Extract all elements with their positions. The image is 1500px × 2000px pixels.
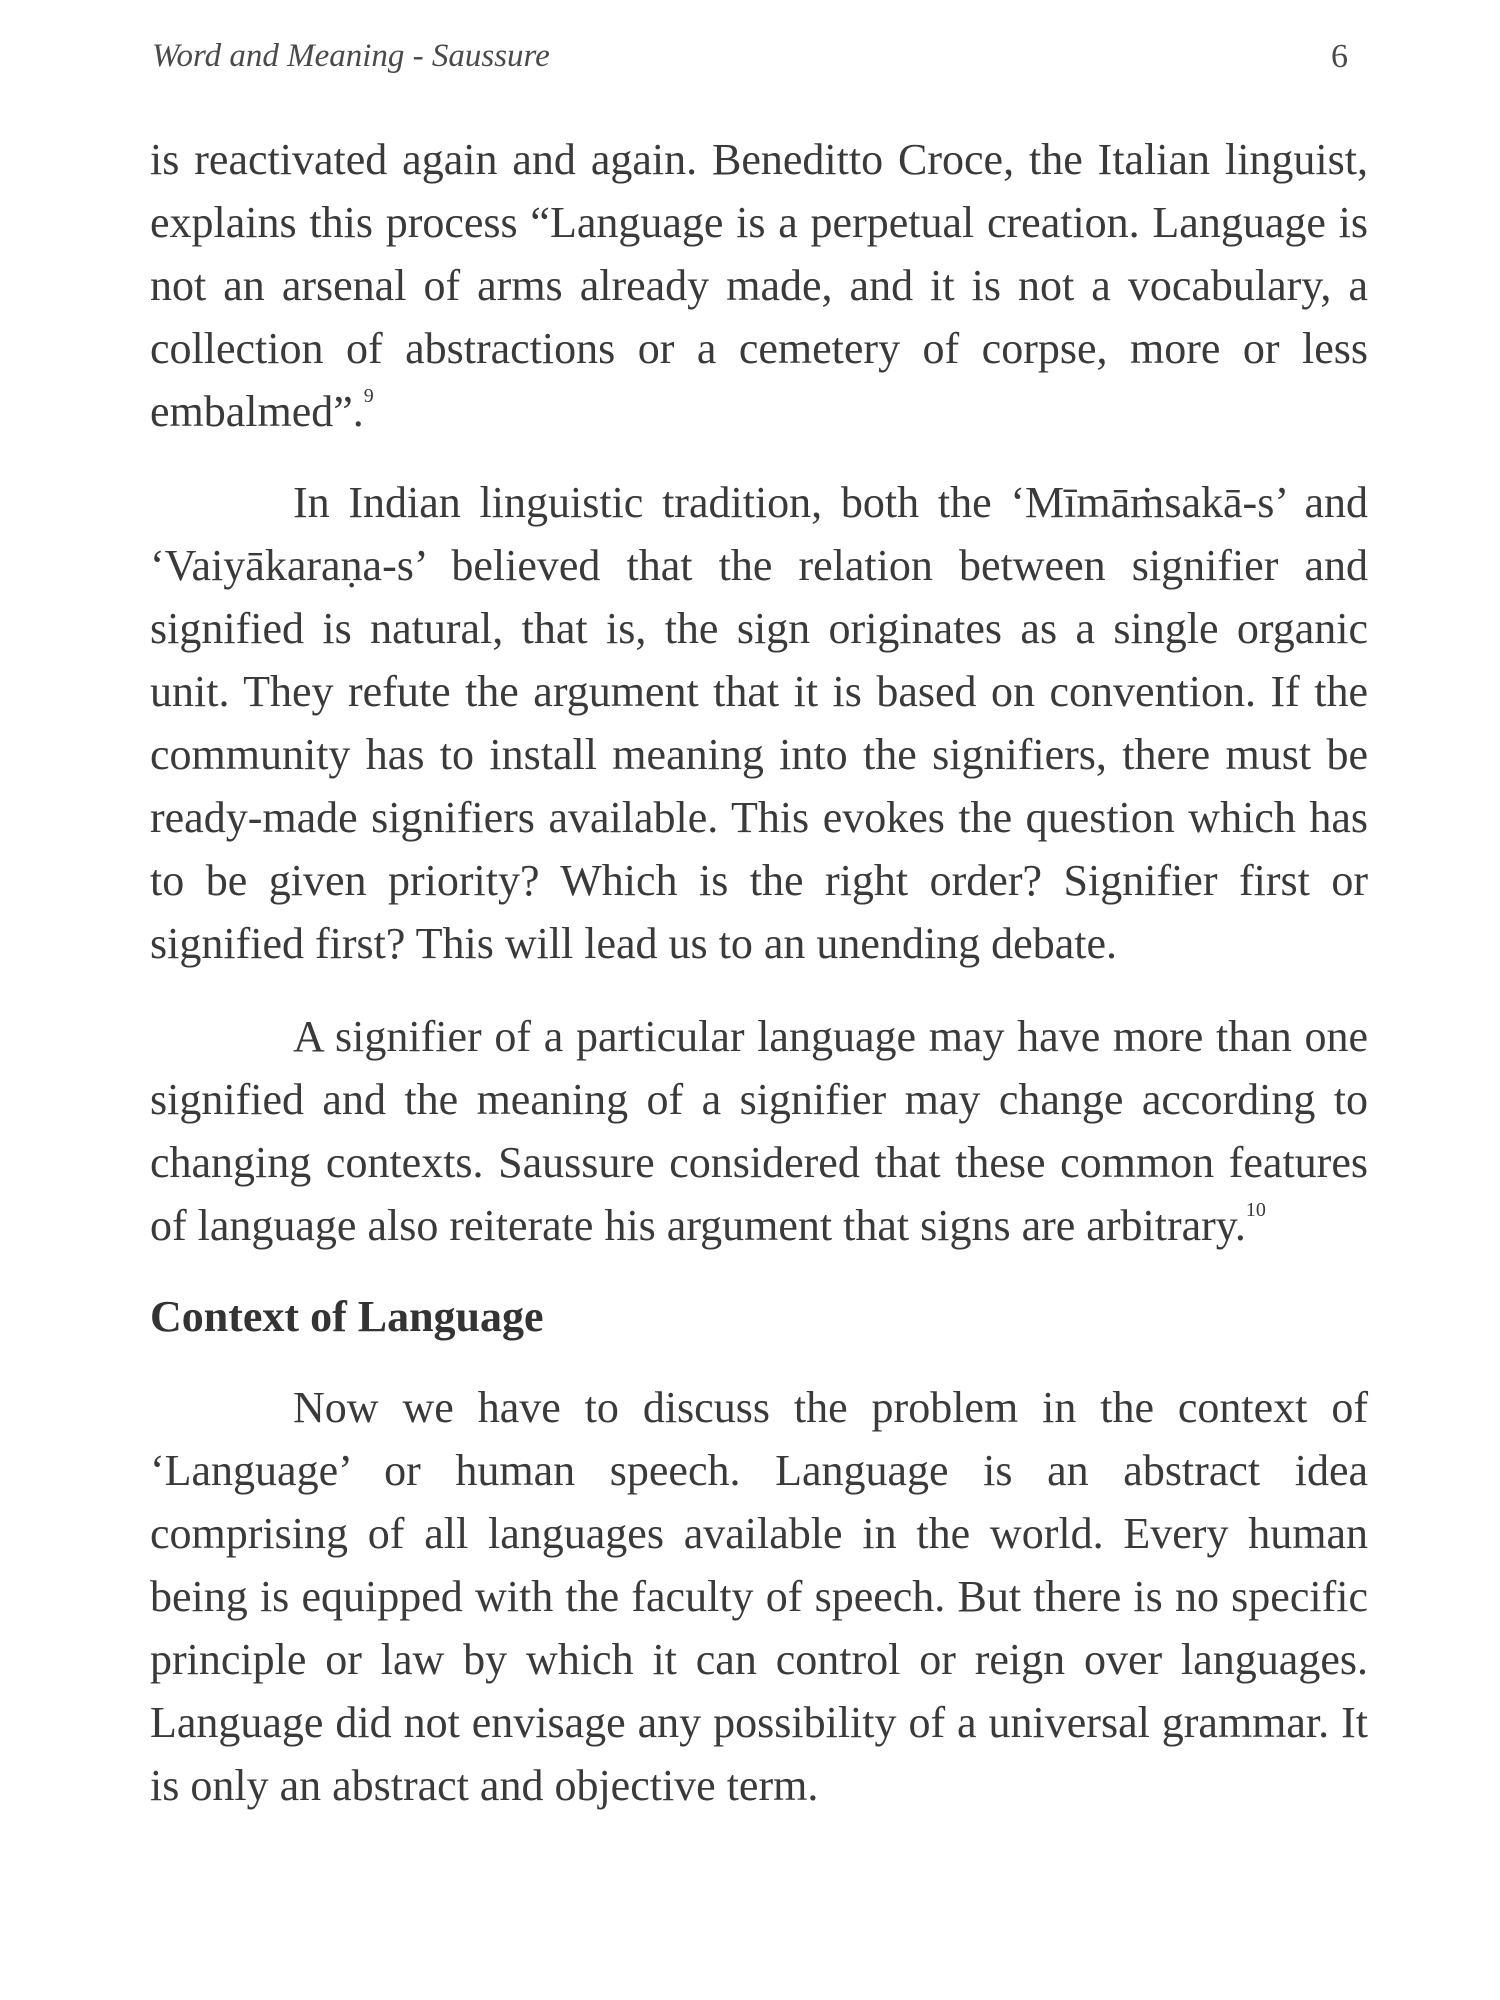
paragraph-indian-tradition	[150, 471, 1368, 975]
paragraph-text: Now we have to discuss the problem in the context of ‘Language’ or human speech. Language is an abstract idea comprising of all languages available in the world. Every human being is equipped with the faculty of speech. But there is no specific principle or law by which it can control or reign over languages. Language did not envisage any possibility of a universal grammar. It is only an abstract and objective term.	[150, 1383, 1368, 1810]
paragraph-signifier-arbitrary	[150, 1005, 1368, 1257]
paragraph-text: A signifier of a particular language may have more than one signified and the meaning of a signifier may change according to changing contexts. Saussure considered that these common features of language also reiterate his argument that signs are arbitrary.	[150, 1012, 1368, 1250]
running-header-title: Word and Meaning - Saussure	[152, 38, 550, 74]
running-header	[150, 38, 1350, 88]
paragraph-text: is reactivated again and again. Beneditto Croce, the Italian linguist, explains this process “Language is a perpetual creation. Language is not an arsenal of arms already made, and it is not a vocabulary, a collection of abstractions or a cemetery of corpse, more or less embalmed”.	[150, 135, 1368, 436]
paragraph-text: In Indian linguistic tradition, both the ‘Mīmāṁsakā-s’ and ‘Vaiyākaraṇa-s’ believed that the relation between signifier and signified is natural, that is, the sign originates as a single organic unit. They refute the argument that it is based on convention. If the community has to install meaning into the signifiers, there must be ready-made signifiers available. This evokes the question which has to be given priority? Which is the right order? Signifier first or signified first? This will lead us to an unending debate.	[150, 478, 1368, 968]
footnote-marker-10: 10	[1245, 1199, 1266, 1221]
section-heading: Context of Language	[150, 1292, 544, 1341]
page-number: 6	[1331, 38, 1348, 75]
footnote-marker-9: 9	[363, 385, 374, 407]
paragraph-context-of-language	[150, 1376, 1368, 1817]
paragraph-croce-quote	[150, 128, 1368, 443]
body-text	[150, 128, 1368, 1817]
